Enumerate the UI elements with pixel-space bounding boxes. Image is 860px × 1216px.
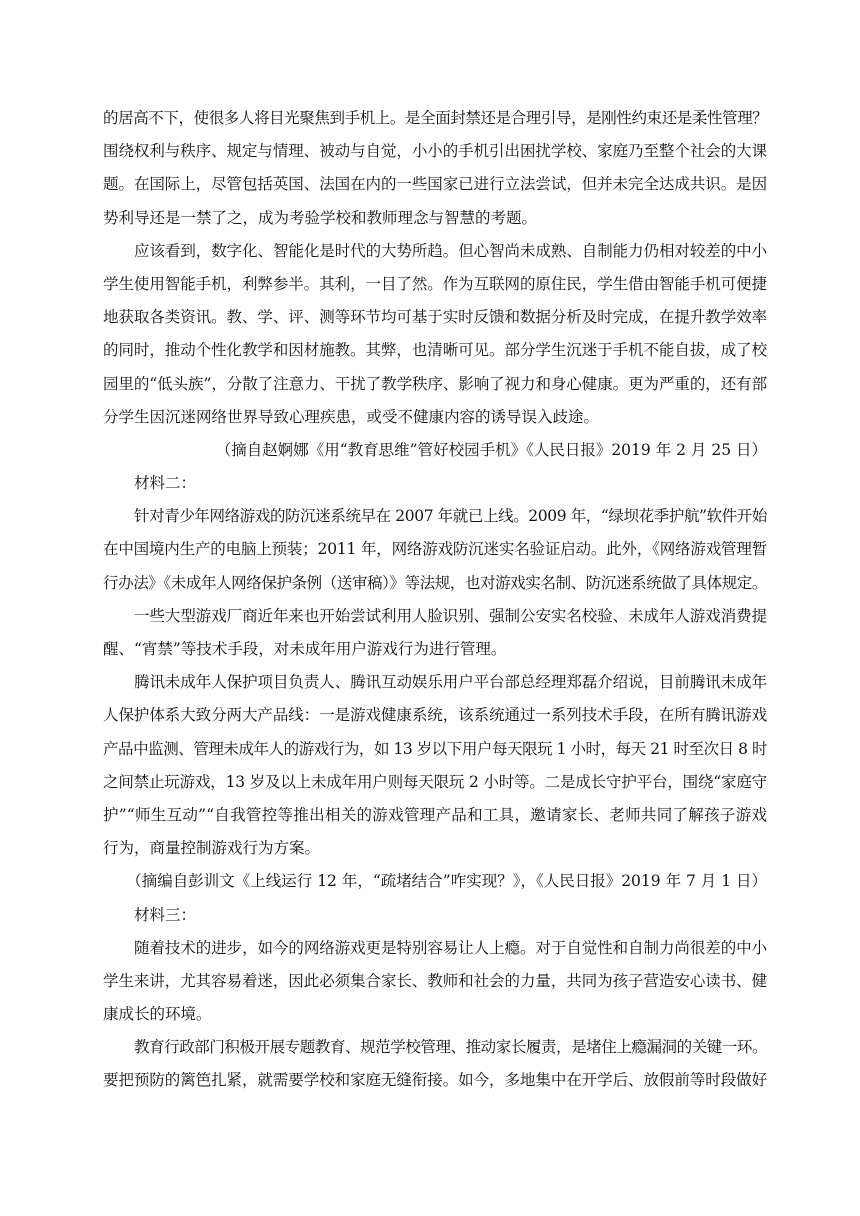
text-line: 势利导还是一禁了之，成为考验学校和教师理念与智慧的考题。 <box>103 208 538 227</box>
text-line: 的同时，推动个性化教学和因材施教。其弊，也清晰可见。部分学生沉迷于手机不能自拔，成了校 <box>103 341 767 360</box>
document-page <box>103 102 767 1098</box>
material-heading: 材料三： <box>134 905 197 924</box>
text-line: 产品中监测、管理未成年人的游戏行为，如 13 岁以下用户每天限玩 1 小时，每天 21 时至次日 8 时 <box>103 739 767 758</box>
text-line: 一些大型游戏厂商近年来也开始尝试利用人脸识别、强制公安实名校验、未成年人游戏消费提 <box>134 606 767 625</box>
text-line: 应该看到，数字化、智能化是时代的大势所趋。但心智尚未成熟、自制能力仍相对较差的中小 <box>134 241 767 260</box>
text-line: 康成长的环境。 <box>103 1005 212 1024</box>
text-line: 行办法》《未成年人网络保护条例（送审稿）》等法规，也对游戏实名制、防沉迷系统做了具体规定。 <box>103 573 767 592</box>
text-line: 的居高不下，使很多人将目光聚焦到手机上。是全面封禁还是合理引导，是刚性约束还是柔性管理？ <box>103 109 767 127</box>
text-line: 在中国境内生产的电脑上预装；2011 年，网络游戏防沉迷实名验证启动。此外，《网络游戏管理暂 <box>103 540 767 559</box>
text-line: 人保护体系大致分两大产品线：一是游戏健康系统，该系统通过一系列技术手段，在所有腾讯游戏 <box>103 706 767 725</box>
text-line: 围绕权利与秩序、规定与情理、被动与自觉，小小的手机引出困扰学校、家庭乃至整个社会的大课 <box>103 142 767 161</box>
text-line: 随着技术的进步，如今的网络游戏更是特别容易让人上瘾。对于自觉性和自制力尚很差的中小 <box>134 938 767 957</box>
text-line: 园里的“低头族”，分散了注意力、干扰了教学秩序、影响了视力和身心健康。更为严重的，还有部 <box>103 374 767 393</box>
text-line: 腾讯未成年人保护项目负责人、腾讯互动娱乐用户平台部总经理郑磊介绍说，目前腾讯未成年 <box>134 673 767 692</box>
text-line: 行为，商量控制游戏行为方案。 <box>103 839 321 858</box>
text-line: 学生来讲，尤其容易着迷，因此必须集合家长、教师和社会的力量，共同为孩子营造安心读书、健 <box>103 971 767 990</box>
source-citation: （摘编自彭训文《上线运行 12 年，“疏堵结合”咋实现？》，《人民日报》2019 年 7 月 1 日） <box>126 872 767 891</box>
text-line: 学生使用智能手机，利弊参半。其利，一目了然。作为互联网的原住民，学生借由智能手机可便捷 <box>103 274 767 293</box>
text-line: 分学生因沉迷网络世界导致心理疾患，或受不健康内容的诱导误入歧途。 <box>103 407 600 426</box>
material-heading: 材料二： <box>134 474 197 493</box>
text-line: 教育行政部门积极开展专题教育、规范学校管理、推动家长履责，是堵住上瘾漏洞的关键一环。 <box>134 1038 767 1057</box>
text-line: 题。在国际上，尽管包括英国、法国在内的一些国家已进行立法尝试，但并未完全达成共识。是因 <box>103 175 767 194</box>
text-line: 地获取各类资讯。教、学、评、测等环节均可基于实时反馈和数据分析及时完成，在提升教学效率 <box>103 308 767 327</box>
text-line: 醒、“宵禁”等技术手段，对未成年用户游戏行为进行管理。 <box>103 640 507 658</box>
source-citation: （摘自赵婀娜《用“教育思维”管好校园手机》《人民日报》2019 年 2 月 25 日） <box>215 440 767 459</box>
text-line: 要把预防的篱笆扎紧，就需要学校和家庭无缝衔接。如今，多地集中在开学后、放假前等时段做好 <box>103 1071 767 1090</box>
text-line: 护”“师生互动”“自我管控等推出相关的游戏管理产品和工具，邀请家长、老师共同了解孩子游戏 <box>103 805 767 824</box>
text-line: 之间禁止玩游戏，13 岁及以上未成年用户则每天限玩 2 小时等。二是成长守护平台，围绕“家庭守 <box>103 772 767 791</box>
text-line: 针对青少年网络游戏的防沉迷系统早在 2007 年就已上线。2009 年，“绿坝花季护航”软件开始 <box>134 507 767 526</box>
